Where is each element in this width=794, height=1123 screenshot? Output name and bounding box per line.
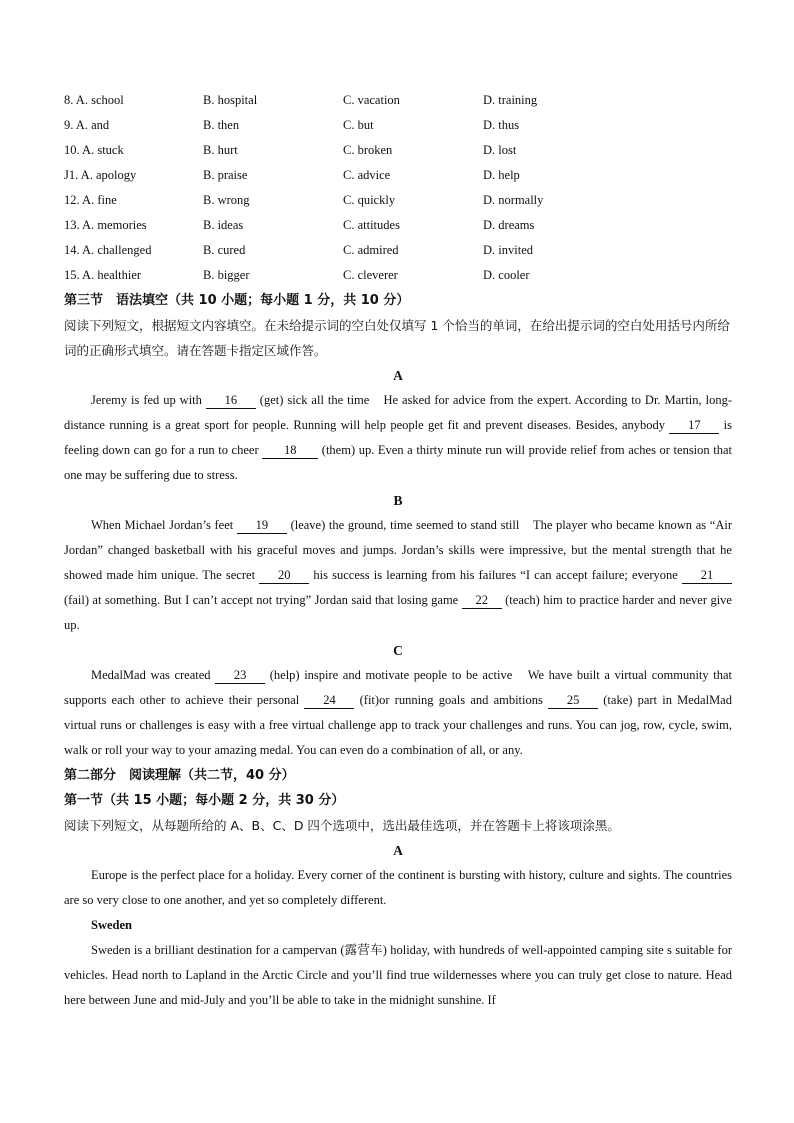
option-c: C. vacation <box>343 93 400 107</box>
passage-text: (leave) the ground, time seemed to stand still The player who became known as “Air Jordan” changed basketball with his graceful moves and jumps. Jordan’s skills were impressive, but the mental strength that he showed made him unique. The secret <box>64 518 732 582</box>
passage-text: (them) up. Even a thirty minute run will provide relief from aches or tension that one may be suffering due to stress. <box>64 443 732 482</box>
blank-17[interactable]: 17 <box>669 418 719 434</box>
option-row <box>64 163 732 188</box>
passage-text: (take) part in MedalMad virtual runs or challenges is easy with a free virtual challenge app to track your challenges and runs. You can jog, row, cycle, swim, walk or roll your way to your amazing medal. You can even do a combination of all, or any. <box>64 693 732 757</box>
option-c: C. but <box>343 118 374 132</box>
option-d: D. lost <box>483 143 517 157</box>
reading-a-intro: Europe is the perfect place for a holiday. Every corner of the continent is bursting with history, culture and sights. The countries are so very close to one another, and yet so completely different. <box>64 868 732 907</box>
passage-text: his success is learning from his failures “I can accept failure; everyone <box>309 568 683 582</box>
option-d: D. dreams <box>483 218 535 232</box>
passage-a-text <box>64 388 732 488</box>
option-d: D. thus <box>483 118 520 132</box>
option-c: C. advice <box>343 168 391 182</box>
option-c: C. quickly <box>343 193 396 207</box>
passage-a-label: A <box>393 368 403 383</box>
option-row <box>64 238 732 263</box>
blank-22[interactable]: 22 <box>462 593 502 609</box>
passage-text: (get) sick all the time He asked for advice from the expert. According to Dr. Martin, long-distance running is a great sport for people. Running will help people get fit and prevent diseases. Besides, anybody <box>64 393 732 432</box>
option-list <box>64 88 732 288</box>
option-b: B. ideas <box>203 218 244 232</box>
reading-a-label: A <box>393 843 403 858</box>
option-d: D. cooler <box>483 268 530 282</box>
option-c: C. attitudes <box>343 218 400 232</box>
blank-25[interactable]: 25 <box>548 693 598 709</box>
part2-section1-heading: 第一节（共 15 小题；每小题 2 分，共 30 分） <box>64 793 345 808</box>
blank-23[interactable]: 23 <box>215 668 265 684</box>
option-b: B. wrong <box>203 193 250 207</box>
blank-20[interactable]: 20 <box>259 568 309 584</box>
blank-16[interactable]: 16 <box>206 393 256 409</box>
option-b: B. cured <box>203 243 246 257</box>
option-a: 8. A. school <box>64 93 124 107</box>
passage-c-label: C <box>393 643 403 658</box>
option-d: D. normally <box>483 193 544 207</box>
passage-text: (fail) at something. But I can’t accept not trying” Jordan said that losing game <box>64 593 462 607</box>
option-c: C. broken <box>343 143 393 157</box>
option-row <box>64 213 732 238</box>
section3-heading: 第三节 语法填空（共 10 小题；每小题 1 分，共 10 分） <box>64 293 410 308</box>
reading-a-subheading: Sweden <box>91 918 132 932</box>
option-d: D. help <box>483 168 520 182</box>
passage-text: (fit)or running goals and ambitions <box>354 693 549 707</box>
option-b: B. then <box>203 118 240 132</box>
option-d: D. invited <box>483 243 533 257</box>
option-row <box>64 188 732 213</box>
option-b: B. hurt <box>203 143 238 157</box>
reading-a-body: Sweden is a brilliant destination for a campervan (露营车) holiday, with hundreds of well-appointed camping site s suitable for vehicles. Head north to Lapland in the Arctic Circle and you’ll find true wildernesses where you can truly get close to nature. Head here between June and mid-July and you’ll be able to take in the midnight sunshine. If <box>64 943 732 1007</box>
option-row <box>64 113 732 138</box>
option-c: C. admired <box>343 243 399 257</box>
option-b: B. praise <box>203 168 248 182</box>
passage-text: is feeling down can go for a run to cheer <box>64 418 732 457</box>
passage-text: Jeremy is fed up with <box>91 393 206 407</box>
passage-text: MedalMad was created <box>91 668 216 682</box>
part2-heading: 第二部分 阅读理解（共二节，40 分） <box>64 768 295 783</box>
option-a: J1. A. apology <box>64 168 137 182</box>
passage-text: (help) inspire and motivate people to be active We have built a virtual community that supports each other to achieve their personal <box>64 668 732 707</box>
option-row <box>64 138 732 163</box>
option-a: 15. A. healthier <box>64 268 142 282</box>
option-d: D. training <box>483 93 538 107</box>
option-a: 13. A. memories <box>64 218 147 232</box>
option-a: 10. A. stuck <box>64 143 124 157</box>
passage-text: When Michael Jordan’s feet <box>91 518 237 532</box>
passage-c-text <box>64 663 732 763</box>
section3-instruction: 阅读下列短文，根据短文内容填空。在未给提示词的空白处仅填写 1 个恰当的单词，在给出提示词的空白处用括号内所给词的正确形式填空。请在答题卡指定区域作答。 <box>64 318 730 358</box>
option-b: B. hospital <box>203 93 258 107</box>
passage-text: (teach) him to practice harder and never give up. <box>64 593 732 632</box>
option-c: C. cleverer <box>343 268 398 282</box>
passage-b-text <box>64 513 732 638</box>
exam-page <box>64 88 732 1013</box>
blank-18[interactable]: 18 <box>262 443 318 459</box>
blank-24[interactable]: 24 <box>304 693 354 709</box>
part2-instruction: 阅读下列短文，从每题所给的 A、B、C、D 四个选项中，选出最佳选项，并在答题卡上将该项涂黑。 <box>64 818 620 833</box>
option-a: 12. A. fine <box>64 193 117 207</box>
option-b: B. bigger <box>203 268 250 282</box>
option-row <box>64 263 732 288</box>
blank-21[interactable]: 21 <box>682 568 732 584</box>
option-row <box>64 88 732 113</box>
option-a: 14. A. challenged <box>64 243 152 257</box>
passage-b-label: B <box>393 493 403 508</box>
blank-19[interactable]: 19 <box>237 518 287 534</box>
option-a: 9. A. and <box>64 118 110 132</box>
